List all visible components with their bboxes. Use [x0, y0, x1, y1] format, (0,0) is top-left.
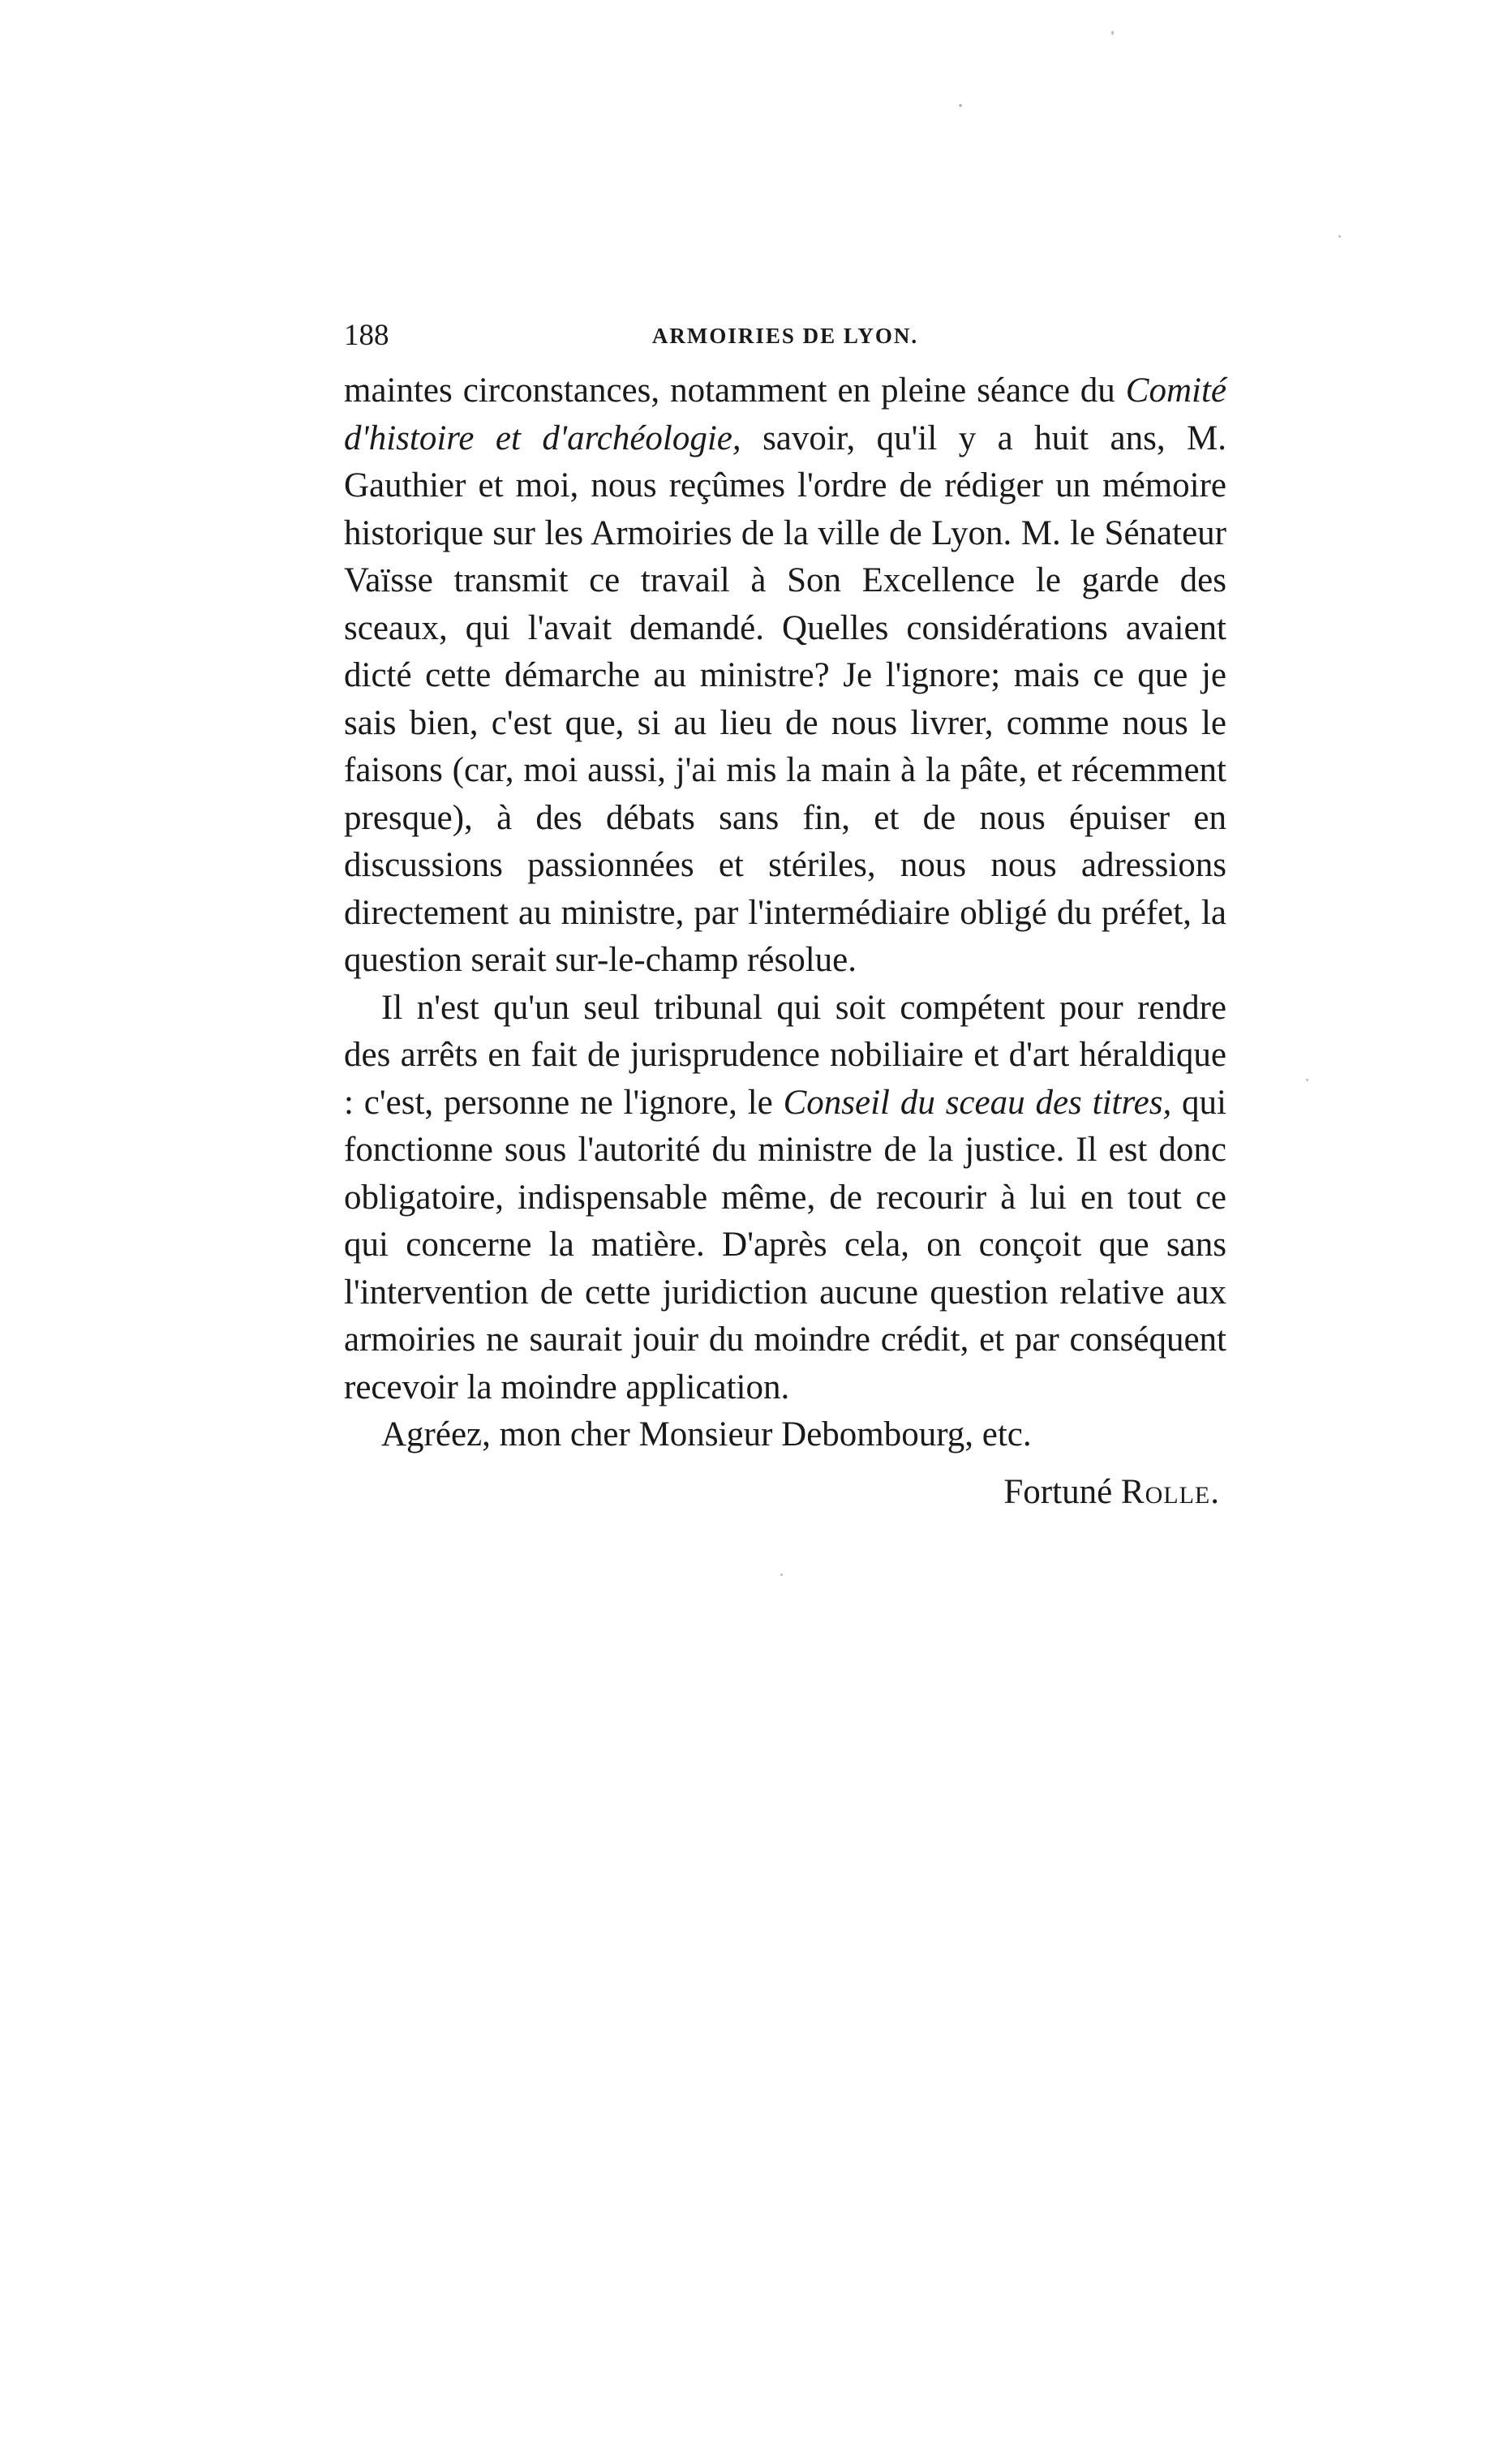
body-text [344, 367, 1226, 1516]
signature [344, 1469, 1226, 1517]
paragraph-2 [344, 985, 1226, 1412]
paragraph-2-text-b: qui fonctionne sous l'autorité du ministre de la justice. Il est donc obligatoire, indispensable même, de recourir à lui en tout ce qui concerne la matière. D'après cela, on conçoit que sans l'intervention de cette juridiction aucune question relative aux armoiries ne saurait jouir du moindre crédit, et par conséquent recevoir la moindre application. [344, 1083, 1227, 1406]
paragraph-2-text-a: Il n'est qu'un seul tribunal qui soit compétent pour rendre des arrêts en fait de jurisprudence nobiliaire et d'art héraldique : c'est, personne ne l'ignore, le [344, 988, 1226, 1122]
signature-surname: Rolle. [1120, 1472, 1220, 1511]
signature-given-name: Fortuné [1003, 1472, 1113, 1511]
paper-speck [1338, 235, 1341, 238]
paper-speck [1111, 31, 1114, 35]
paper-speck [1306, 1079, 1308, 1081]
paragraph-1-text-a: maintes circonstances, notamment en pleine séance du [344, 371, 1126, 410]
page-number: 188 [344, 319, 389, 352]
paper-speck [780, 1574, 783, 1576]
paragraph-1 [344, 367, 1226, 985]
paragraph-2-italic-title: Conseil du sceau des titres, [783, 1083, 1172, 1122]
running-title: ARMOIRIES DE LYON. [651, 324, 919, 348]
closing-salutation: Agréez, mon cher Monsieur Debombourg, etc. [381, 1415, 1032, 1454]
paper-speck [959, 104, 962, 107]
paragraph-1-text-b: savoir, qu'il y a huit ans, M. Gauthier et moi, nous reçûmes l'ordre de rédiger un mémoire historique sur les Armoiries de la ville de Lyon. M. le Sénateur Vaïsse transmit ce travail à Son Excellence le garde des sceaux, qui l'avait demandé. Quelles considérations avaient dicté cette démarche au ministre? Je l'ignore; mais ce que je sais bien, c'est que, si au lieu de nous livrer, comme nous le faisons (car, moi aussi, j'ai mis la main à la pâte, et récemment presque), à des débats sans fin, et de nous épuiser en discussions passionnées et stériles, nous nous adressions directement au ministre, par l'intermédiaire obligé du préfet, la question serait sur-le-champ résolue. [344, 419, 1226, 979]
page-header [344, 311, 1226, 360]
paragraph-1-italic-title: Comité d'histoire et d'archéologie, [344, 371, 1226, 457]
